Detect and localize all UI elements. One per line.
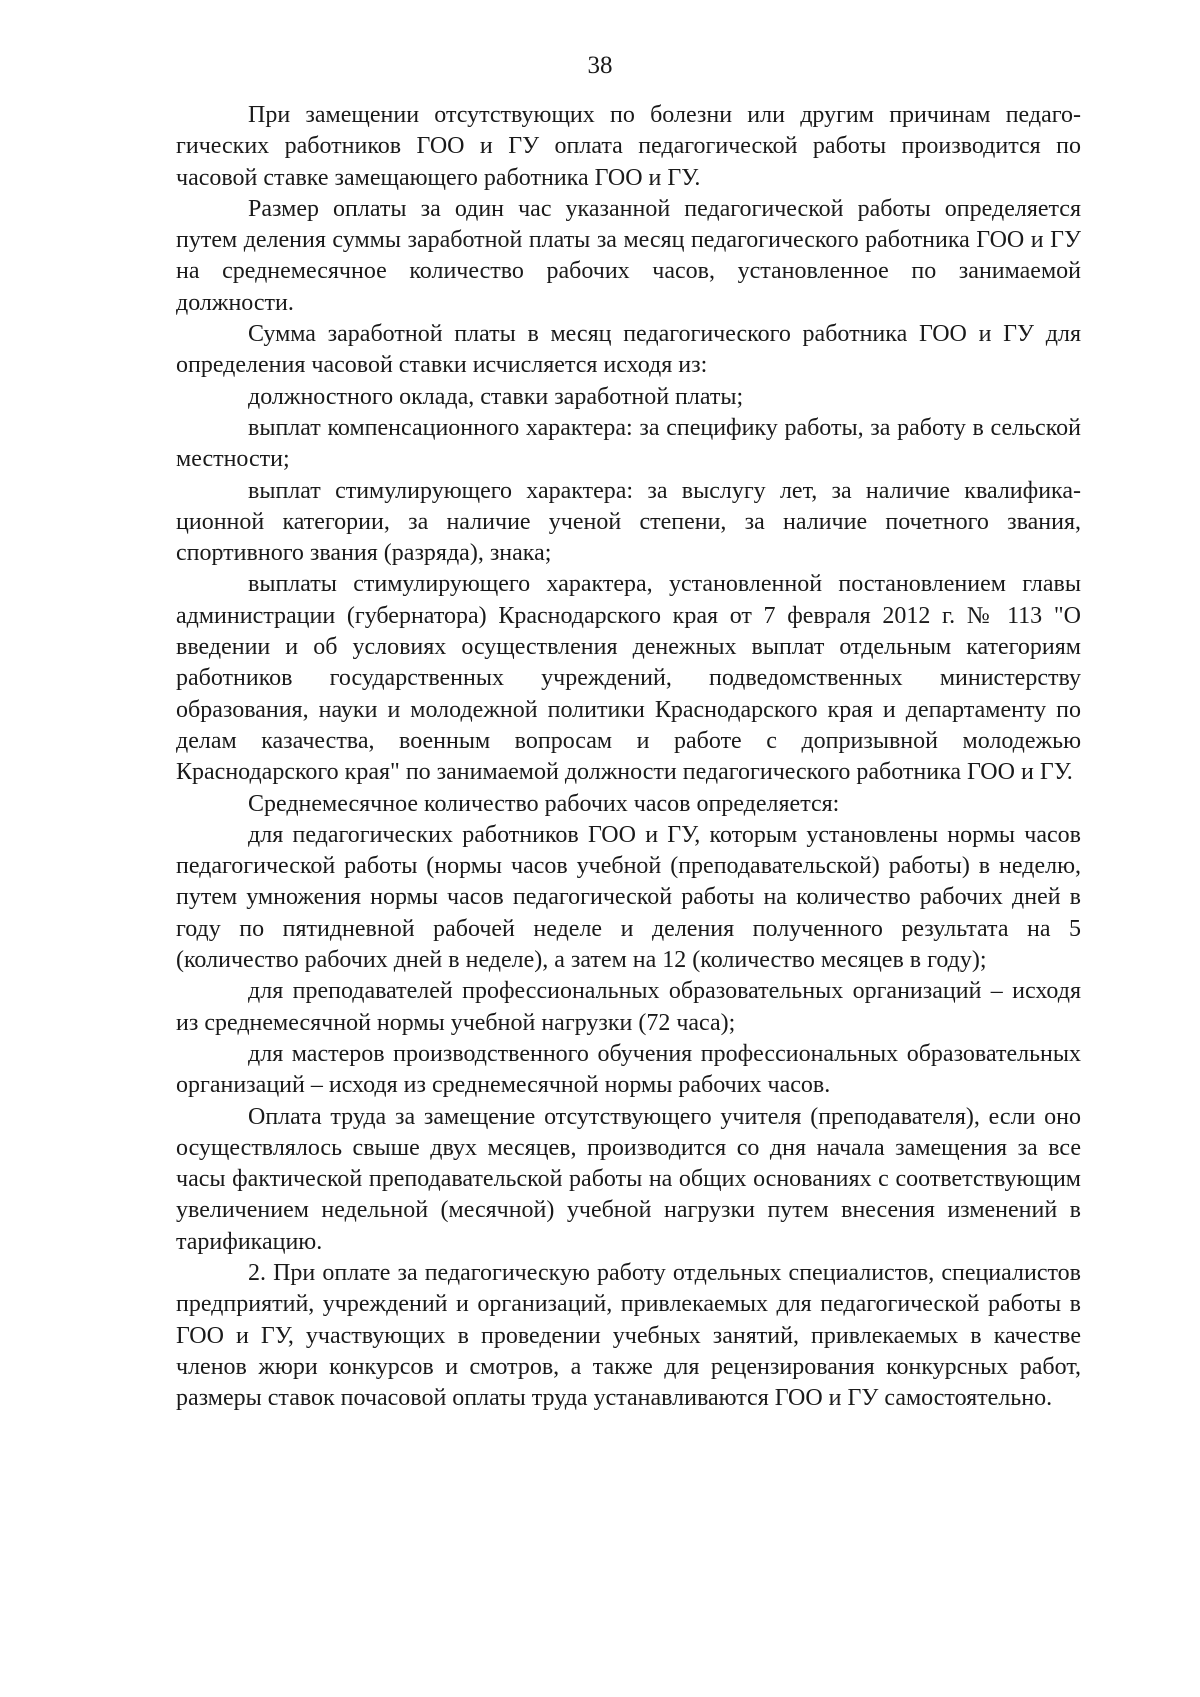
paragraph: для преподавателей профессиональных образовательных организаций – исходя из среднемесячной нормы учебной нагрузки (72 часа); <box>176 978 1081 1036</box>
paragraph: Среднемесячное количество рабочих часов определяется: <box>248 790 840 817</box>
paragraph: для мастеров производственного обучения профессиональных образовательных организаций – исходя из среднемесячной нормы рабочих часов. <box>176 1040 1081 1099</box>
paragraph: выплаты стимулирующего характера, установленной постановлением главы администрации (губернатора) Краснодарского края от 7 февраля 2012 г. № 113 "О введении и об условиях осуществления денежных выплат отдельным категориям работников государственных учреждений, подведомственных министерству образования, науки и молодежной политики Краснодарского края и департаменту по делам казачества, военным вопросам и работе с допризывной молодежью Краснодарского края" по занимаемой должности педагогического работника ГОО и ГУ. <box>176 571 1081 786</box>
paragraph: При замещении отсутствующих по болезни или другим причинам педагогических работников ГОО и ГУ оплата педагогической работы производится по часовой ставке замещающего работника ГОО и ГУ. <box>176 102 1081 191</box>
paragraph: для педагогических работников ГОО и ГУ, которым установлены нормы часов педагогической работы (нормы часов учебной (преподавательской) работы) в неделю, путем умножения нормы часов педагогической работы на количество рабочих дней в году по пятидневной рабочей неделе и деления полученного результата на 5 (количество рабочих дней в неделе), а затем на 12 (количество месяцев в году); <box>176 821 1081 974</box>
document-body <box>176 100 1081 1414</box>
paragraph: выплат компенсационного характера: за специфику работы, за работу в сельской местности; <box>176 414 1081 473</box>
paragraph: должностного оклада, ставки заработной платы; <box>248 383 744 410</box>
paragraph: 2. При оплате за педагогическую работу отдельных специалистов, специалистов предприятий, учреждений и организаций, привлекаемых для педагогической работы в ГОО и ГУ, участвующих в проведении учебных занятий, привлекаемых в качестве членов жюри конкурсов и смотров, а также для рецензирования конкурсных работ, размеры ставок почасовой оплаты труда устанавливаются ГОО и ГУ самостоятельно. <box>176 1259 1081 1412</box>
paragraph: Размер оплаты за один час указанной педагогической работы определяется путем деления суммы заработной платы за месяц педагогического работника ГОО и ГУ на среднемесячное количество рабочих часов, установленное по занимаемой должности. <box>176 195 1081 316</box>
page-number: 38 <box>587 52 613 79</box>
paragraph: выплат стимулирующего характера: за выслугу лет, за наличие квалификационной категории, за наличие ученой степени, за наличие почетного звания, спортивного звания (разряда), знака; <box>176 477 1081 567</box>
paragraph: Оплата труда за замещение отсутствующего учителя (преподавателя), если оно осуществлялось свыше двух месяцев, производится со дня начала замещения за все часы фактической преподавательской работы на общих основаниях с соответствующим увеличением недельной (месячной) учебной нагрузки путем внесения изменений в тарификацию. <box>176 1103 1081 1255</box>
paragraph: Сумма заработной платы в месяц педагогического работника ГОО и ГУ для определения часовой ставки исчисляется исходя из: <box>176 321 1081 379</box>
